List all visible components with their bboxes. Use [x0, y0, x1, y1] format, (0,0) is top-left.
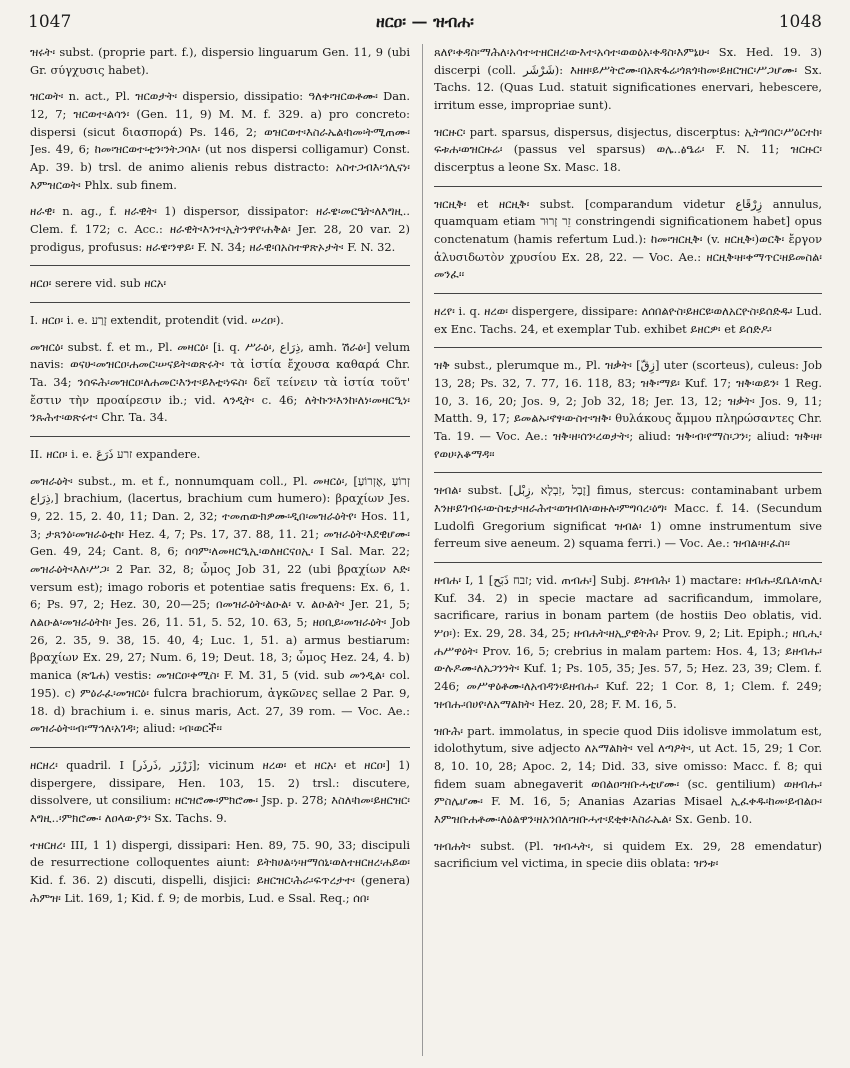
entry-divider: [434, 472, 822, 473]
entry-zerut: ዝሩት፡ subst. (proprie part. f.), dispersio linguarum Gen. 11, 9 (ubi Gr. σύγχυσις habet).: [30, 45, 410, 77]
entry-zereye: ዘረየ፡ i. q. ዘረወ፡ dispergere, dissipare: ለሰበልዮስ፡ይዘርዩ፡ወለአርዮስ፡ይሰድዱ፡ Lud. ex Enc. Tachs. 24, et exemplar Tub. exhibet ይዘርዎ፡ et ይሰድዶ፡: [434, 304, 822, 336]
page-number-right: 1048: [778, 12, 822, 32]
entry-zibhat: ዝብሐት፡ subst. (Pl. ዝብሓት፡, si quidem Ex. 29, 28 emendatur) sacrificium vel victima, in specie diis oblata: ዝንቱ፡: [434, 838, 822, 871]
entry-zera-ii: II. ዘርዐ፡ i. e. זרע ذَرَعَ expandere.: [30, 447, 201, 462]
entry-divider: [434, 562, 822, 563]
entry-divider: [30, 302, 410, 303]
entry-zera-cross-ref: ዘርዐ፡ serere vid. sub ዘርአ፡: [30, 276, 167, 291]
entry-continuation: ጸለየ፡ቀዳስ፡ማሕለ፡አሳተ፡ተዘርዘረ፡ውእተ፡አሳተ፡ወወዕአ፡ቀዳስ፡እምኔሁ፡ Sx. Hed. 19. 3) discerpi (coll. ﺷَﺮْﺷَﺮ): እዘዘ፡ይሥትሮሙ፡በአጽፋሬ፡ጎጸጎ፡ከመ፡ይዘርዝር፡ሥጋሆሙ፡ Sx. Tachs. 12. (Quas Lud. statuit significationes enervari, hebescere, irritum esse, impropriae sunt).: [434, 45, 822, 113]
entry-zerziq: ዝርዚቅ፡ et ዘርዚቅ፡ subst. [comparandum videtur ﺯِﺭْﻗَﺎﻉ annulus, quamquam etiam זֵר זָרוּר constringendi significationem habet] opus conctenatum (hamis refertum Lud.): ከመ፡ዝርዚቅ፡ (v. ዘርዚቅ፡)ወርቅ፡ ἔργον ἁλυσιδωτὸν χρυσίου Ex. 28, 22. — Voc. Ae.: ዘርዚቅ፡ዘ፡ቀማጥር፡ዘይመስል፡መንፈ፡፡: [434, 196, 822, 282]
entry-zerawi: ዘራዊ፡ n. ag., f. ዘራዊት፡ 1) dispersor, dissipator: ዘራዌ፡መርዔት፡ለእግዚ.. Clem. f. 172; c. Acc.: ዘራዊት፡እንተ፡ኢትንዋየ፡ሐቅል፡ Jer. 28, 20 var. 2) prodigus, profusus: ዘራዌ፡ንዋይ፡ F. N. 34; ዘራዊ፡በአስተዋጽኦታት፡ F. N. 32.: [30, 204, 410, 254]
running-title: ዘርዐ፡ — ዝብሐ፡: [376, 12, 474, 31]
entry-zerwet: ዝርወት፡ n. act., Pl. ዝርወታት፡ dispersio, dissipatio: ዓለቀ፡ዝርወቶሙ፡ Dan. 12, 7; ዝርወተ፡ልሳን፡ (Gen. 11, 9) M. M. f. 329. a) pro concreto: dispersi (sicut διασπορά) Ps. 146, 2; ወዝርወተ፡እስራኤል፡ከመ፡ትሚጠሙ፡ Jes. 49, 6; ከመ፡ዝርወተ፡ቲን፡ንትጋባእ፡ (ut nos dispersi colligamur) Const. Ap. 39. b) trsl. de animo alienis rebus distracto: አስተጋብእ፡ኅሊናነ፡እምዝርወት፡ Phlx. sub finem.: [30, 89, 410, 192]
entry-tezerzere: ተዘርዘረ፡ III, 1 1) dispergi, dissipari: Hen. 89, 75. 90, 33; discipuli de resurrectione colloquentes aiunt: ይትክሀል፡ነ፡ዘማሰኒ፡ወለተዘርዘረ፡ሐይወ፡ Kid. f. 36. 2) discuti, dispelli, disjici: ይዘርዝር፡ሕራ፡ፍጥረታተ፡ (genera) ሕምዝ፡ Lit. 169, 1; Kid. f. 9; de morbis, Lud. e Ssal. Req.; ሰበ፡: [30, 837, 410, 905]
entry-divider: [30, 747, 410, 748]
page-number-left: 1047: [28, 12, 72, 32]
entry-mezraet: መዝራዕት፡ subst., m. et f., nonnumquam coll., Pl. መዛርዕ፡, [זְרוֹעַ ,אֶזְרוֹעַ ,ذِرَاع] brachium, (lacertus, brachium cum humero): βραχίων Jes. 9, 22. 15, 2. 40, 11; Dan. 2, 32; ተመጠውክዎሙ፡ዲበ፡መዝራዕትየ፡ Hos. 11, 3; ታጸንዕ፡መዝራዕቲከ፡ Hez. 4, 7; Ps. 17, 37. 88, 11. 21; መዝራዕት፡እደዊሆሙ፡ Gen. 49, 24; Cant. 8, 6; ሰባም፡ለመዛርዒኢ፡ወለዘርናዐኢ፡ I Sal. Mar. 22; መዝራዕት፡እለ፡ሥጋ፡ 2 Par. 32, 8; ὦμος Job 31, 22 (ubi βραχίων እድ፡ versum est); imago roboris et potentiae satis frequens: Ex. 6, 1. 6; Ps. 97, 2; Hez. 30, 20—25; በመዝራዕት፡ልዑል፡ v. ልዑልት፡ Jer. 21, 5; ለልዑል፡መዝራዕትከ፡ Jes. 26, 11. 51, 5. 52, 10. 63, 5; ዘዐቢይ፡መዝራዕት፡ Job 26, 2. 35, 9. 38, 15. 40, 4; Luc. 1, 51. a) armus bestiarum: βραχίων Ex. 29, 27; Num. 6, 19; Deut. 18, 3; ὦμος Hez. 24, 4. b) manica (ጽጌሐ) vestis: መዝርዐ፡ቀሚስ፡ F. M. 31, 5 (vid. sub መንዲል፡ col. 195). c) ምዕራፈ፡መዝርዕ፡ fulcra brachiorum, ἀγκῶνες sellae 2 Par. 9, 18. d) brachium i. e. sinus maris, Act. 27, 39 rom. — Voc. Ae.: መዝራዕት፡፡ብ፡ማኅለ፡አገዳ፡; aliud: ፡ብ፡ወርች፡፡: [30, 473, 410, 736]
entry-zerzur: ዝርዙር፡ part. sparsus, dispersus, disjectus, discerptus: ኢትግበር፡ሥዕርተከ፡ፍቱሐ፡ወዝርዙሬ፡ (passus vel sparsus) ወሌ..ፅዔሬ፡ F. N. 11; ዝርዙር፡ discerptus a leone Sx. Masc. 18.: [434, 124, 822, 175]
entry-divider: [434, 347, 822, 348]
entry-zebha: ዘብሐ፡ I, 1 [זבח ﺫَﺑَﺢ; vid. ጠብሐ፡] Subj. ይዝብሕ፡ 1) mactare: ዘብሑ፡ዴቤለ፡ጠሊ፡ Kuf. 34. 2) in specie mactare ad sacrificandum, immolare, sacrificare, rarius in bonam partem (de hostiis Deo oblatis, vid. ሦዐ፡): Ex. 29, 28. 34, 25; ዘብሐት፡ዘኢያዊትሕ፡ Prov. 9, 2; Lit. Epiph.; ዘቢሒ፡ሐሥዋዕት፡ Prov. 16, 5; crebrius in malam partem: Hos. 4, 13; ይዘብሑ፡ውሉዶሙ፡ለአጋንንት፡ Kuf. 1; Ps. 105, 35; Jes. 57, 5; Hez. 23, 39; Clem. f. 246; መሥዋዕቶሙ፡ለአብዳን፡ይዘብሑ፡ Kuf. 22; 1 Cor. 8, 1; Clem. f. 249; ዝብሑ፡በሀየ፡ለአማልክት፡ Hez. 20, 28; F. M. 16, 5.: [434, 573, 822, 711]
entry-zerzere: ዘርዘረ፡ quadril. I [ﺯَﺭْﺯَﺭ ,ﺫَﺭﺫَﺭ]; vicinum ዘረወ፡ et ዘርአ፡ et ዘርዐ፡] 1) dispergere, dissipare, Hen. 103, 15. 2) trsl.: discutere, dissolvere, ut consilium: ዘርዝሮሙ፡ምክሮሙ፡ Jsp. p. 278; እስለ፡ከመ፡ይዘርዝር፡እግዚ..፡ምክሮሙ፡ ለዐላውያን፡ Sx. Tachs. 9.: [30, 757, 410, 825]
entry-divider: [30, 436, 410, 437]
right-column: [434, 44, 822, 1056]
entry-zibuh: ዝቡሕ፡ part. immolatus, in specie quod Diis idolisve immolatum est, idolothytum, sive adjecto ለአማልክት፡ vel ለጣዖት፡, ut Act. 15, 29; 1 Cor. 8, 10. 10, 28; Apoc. 2, 14; Did. 33, sive omisso: Macc. f. 8; qui fidem suam abnegaverit ወበልዐ፡ዝቡሓቲሆሙ፡ (sc. gentilium) ወዘብሑ፡ምስሌሆሙ፡ F. M. 16, 5; Ananias Azarias Misael ኢፈቀዱ፡ከመ፡ይብልዑ፡እምዝቡሐቶሙ፡ለዕልዋን፡ዘአንበለ፡ዝቡሓተ፡ደቂቀ፡እስራኤል፡ Sx. Genb. 10.: [434, 723, 822, 826]
entry-divider: [30, 265, 410, 266]
entry-ziq: ዝቅ subst., plerumque m., Pl. ዝቃት፡ [ﺯِﻕّ] uter (scorteus), culeus: Job 13, 28; Ps. 32, 7. 77, 16. 118, 83; ዝቅ፡ማይ፡ Kuf. 17; ዝቅ፡ወይን፡ 1 Reg. 10, 3. 16, 20; Jos. 9, 2; Job 32, 18; Jer. 13, 12; ዝቃት፡ Jos. 9, 11; Matth. 9, 17; ይመልኡ፡ኖፃ፡ውስተ፡ዝቅ፡ θυλάκους ἄμμου πληρώσαντες Chr. Ta. 19. — Voc. Ae.: ዝቅ፡ዘ፡ሰን፡ረወታት፡; aliud: ዝቅ፡ብ፡የማስ፡ጋን፡; aliud: ዝቅ፡ዘ፡የወሀ፡አቆማዳ፡፡: [434, 358, 822, 461]
column-divider: [422, 44, 423, 1056]
page-header: [28, 12, 822, 38]
entry-mezra: መዝርዕ፡ subst. f. et m., Pl. መዛርዕ፡ [i. q. ሥራዕ፡, ﺫِﺭَﺍﻉ, amh. ሽራዕ፡] velum navis: ወናሁ፡መዝርዐ፡ሐመር፡ሠናይት፡ወጽሩት፡ τὰ ἱστία ἔχουσα καθαρά Chr. Ta. 34; ንሰፍሕ፡መዝርዐ፡ለሐመር፡እንተ፡ይእቲ፡ነፍስ፡ δεῖ τείνειν τὰ ἱστία τοῦτ' ἔστιν τὴν προαίρεσιν ib.; vid. ላንዲት፡ c. 46; ለትኩን፡እንከ፡ለነ፡መዛርዒነ፡ንጹሕተ፡ወጽሩተ፡ Chr. Ta. 34.: [30, 339, 410, 425]
entry-zibl: ዝብል፡ subst. [זֶבֶל ,זִבְלָא ,ﺯِﺑْﻞ] fimus, stercus: contaminabant urbem እንዘ፡ይገብሩ፡ውስቴታ፡ዘራሕተ፡ወዝብለ፡ወዙሉ፡ምግባረ፡ዕግ፡ Macc. f. 14. (Secundum Ludolfi Gregorium significat ዝብል፡ 1) omne instrumentum sive ferreum sive aeneum. 2) squama ferri.) — Voc. Ae.: ዝብል፡ዘ፡ፈስ፡፡: [434, 483, 822, 551]
entry-divider: [434, 293, 822, 294]
left-column: [30, 44, 410, 1056]
entry-divider: [434, 186, 822, 187]
entry-zera-i: I. ዘርዐ፡ i. e. זָרַע extendit, protendit (vid. ሠረዐ፡).: [30, 313, 284, 328]
